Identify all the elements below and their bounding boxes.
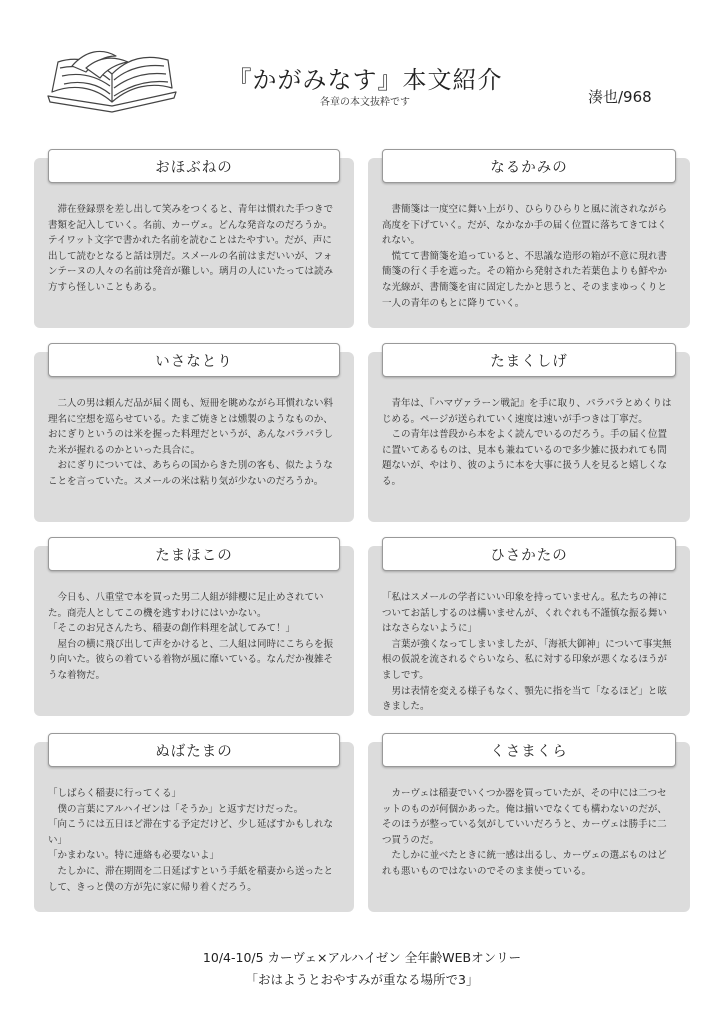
chapter-excerpt: 書簡箋は一度空に舞い上がり、ひらりひらりと風に流されながら高度を下げていく。だが、なかなか手の届く位置に落ちてきてはくれない。 慌てて書簡箋を追っていると、不思議な造形の箱が不意に現れ書簡箋の行く手を遮った。その箱から発射された若葉色よりも鮮やかな光線が、書簡箋を宙に固定したかと思うと、そのままゆっくりと一人の青年のもとに降りていく。: [382, 204, 668, 309]
chapter-excerpt: 今日も、八重堂で本を買った男二人組が緋櫻に足止めされていた。商売人としてこの機を逃すわけにはいかない。 「そこのお兄さんたち、稲妻の創作料理を試してみて！」 屋台の横に飛び出して声をかけると、二人組は同時にこちらを振り向いた。彼らの着ている着物が風に靡いている。なんだか複雑そうな着物だ。: [48, 592, 334, 681]
page-subtitle: 各章の本文抜粋です: [320, 97, 410, 108]
chapter-title: おほぶねの: [48, 149, 340, 183]
chapter-card-2: [368, 158, 690, 328]
chapter-title: たまほこの: [48, 537, 340, 571]
chapter-card-3: [34, 352, 354, 522]
chapter-excerpt: カーヴェは稲妻でいくつか器を買っていたが、その中には二つセットのものが何個かあった。俺は揃いでなくても構わないのだが、そのほうが整っている気がしていいだろうと、カーヴェは勝手に二つ買うのだ。 たしかに並べたときに統一感は出るし、カーヴェの選ぶものはどれも悪いものではないのでそのまま使っている。: [382, 788, 667, 877]
event-info: 10/4-10/5 カーヴェ×アルハイゼン 全年齢WEBオンリー: [202, 950, 522, 965]
chapter-card-1: [34, 158, 354, 328]
chapter-title: いさなとり: [48, 343, 340, 377]
event-name: 「おはようとおやすみが重なる場所で3」: [245, 972, 479, 987]
chapter-title: たまくしげ: [382, 343, 676, 377]
chapter-card-6: [368, 546, 690, 716]
chapter-card-5: [34, 546, 354, 716]
chapter-title: ぬばたまの: [48, 733, 340, 767]
chapter-card-4: [368, 352, 690, 522]
chapter-card-8: [368, 742, 690, 912]
page-title: 『かがみなす』本文紹介: [227, 66, 503, 94]
author-name: 湊也/968: [588, 88, 652, 106]
chapter-title: なるかみの: [382, 149, 676, 183]
chapter-card-7: [34, 742, 354, 912]
chapter-excerpt: 滞在登録票を差し出して笑みをつくると、青年は慣れた手つきで書類を記入していく。名前、カーヴェ。どんな発音なのだろうか。テイワット文字で書かれた名前を読むことはたやすい。だが、声に出して読むとなると話は別だ。スメールの名前はまだいいが、フォンテーヌの人々の名前は発音が難しい。璃月の人にいたっては読み方すら怪しいこともある。: [48, 204, 334, 293]
chapter-excerpt: 「しばらく稲妻に行ってくる」 僕の言葉にアルハイゼンは「そうか」と返すだけだった。 「向こうには五日ほど滞在する予定だけど、少し延ばすかもしれない」 「かまわない。特に連絡も必要ないよ」 たしかに、滞在期間を二日延ばすという手紙を稲妻から送ったとして、きっと僕の方が先に家に帰り着くだろう。: [48, 788, 334, 893]
chapter-title: くさまくら: [382, 733, 676, 767]
chapter-excerpt: 二人の男は頼んだ品が届く間も、短冊を眺めながら耳慣れない料理名に空想を巡らせている。たまご焼きとは燻製のようなものか、おにぎりというのは米を握った料理だというが、あんなパラパラした米が握れるのかといった具合に。 おにぎりについては、あちらの国からきた別の客も、似たようなことを言っていた。スメールの米は粘り気が少ないのだろうか。: [48, 398, 334, 487]
chapter-title: ひさかたの: [382, 537, 676, 571]
chapter-excerpt: 「私はスメールの学者にいい印象を持っていません。私たちの神についてお話しするのは構いませんが、くれぐれも不謹慎な振る舞いはなさらないように」 言葉が強くなってしまいましたが、「海祇大御神」について事実無根の仮説を流されるぐらいなら、私に対する印象が悪くなるほうがましです。 男は表情を変える様子もなく、顎先に指を当て「なるほど」と呟きました。: [382, 592, 672, 713]
open-book-icon: [42, 46, 182, 114]
chapter-excerpt: 青年は、『ハマヴァラーン戦記』を手に取り、パラパラとめくりはじめる。ページが送られていく速度は速いが手つきは丁寧だ。 この青年は普段から本をよく読んでいるのだろう。手の届く位置に置いてあるものは、見本も兼ねているので多少雑に扱われても問題ないが、やはり、彼のように本を大事に扱う人を見ると嬉しくなる。: [382, 398, 672, 487]
